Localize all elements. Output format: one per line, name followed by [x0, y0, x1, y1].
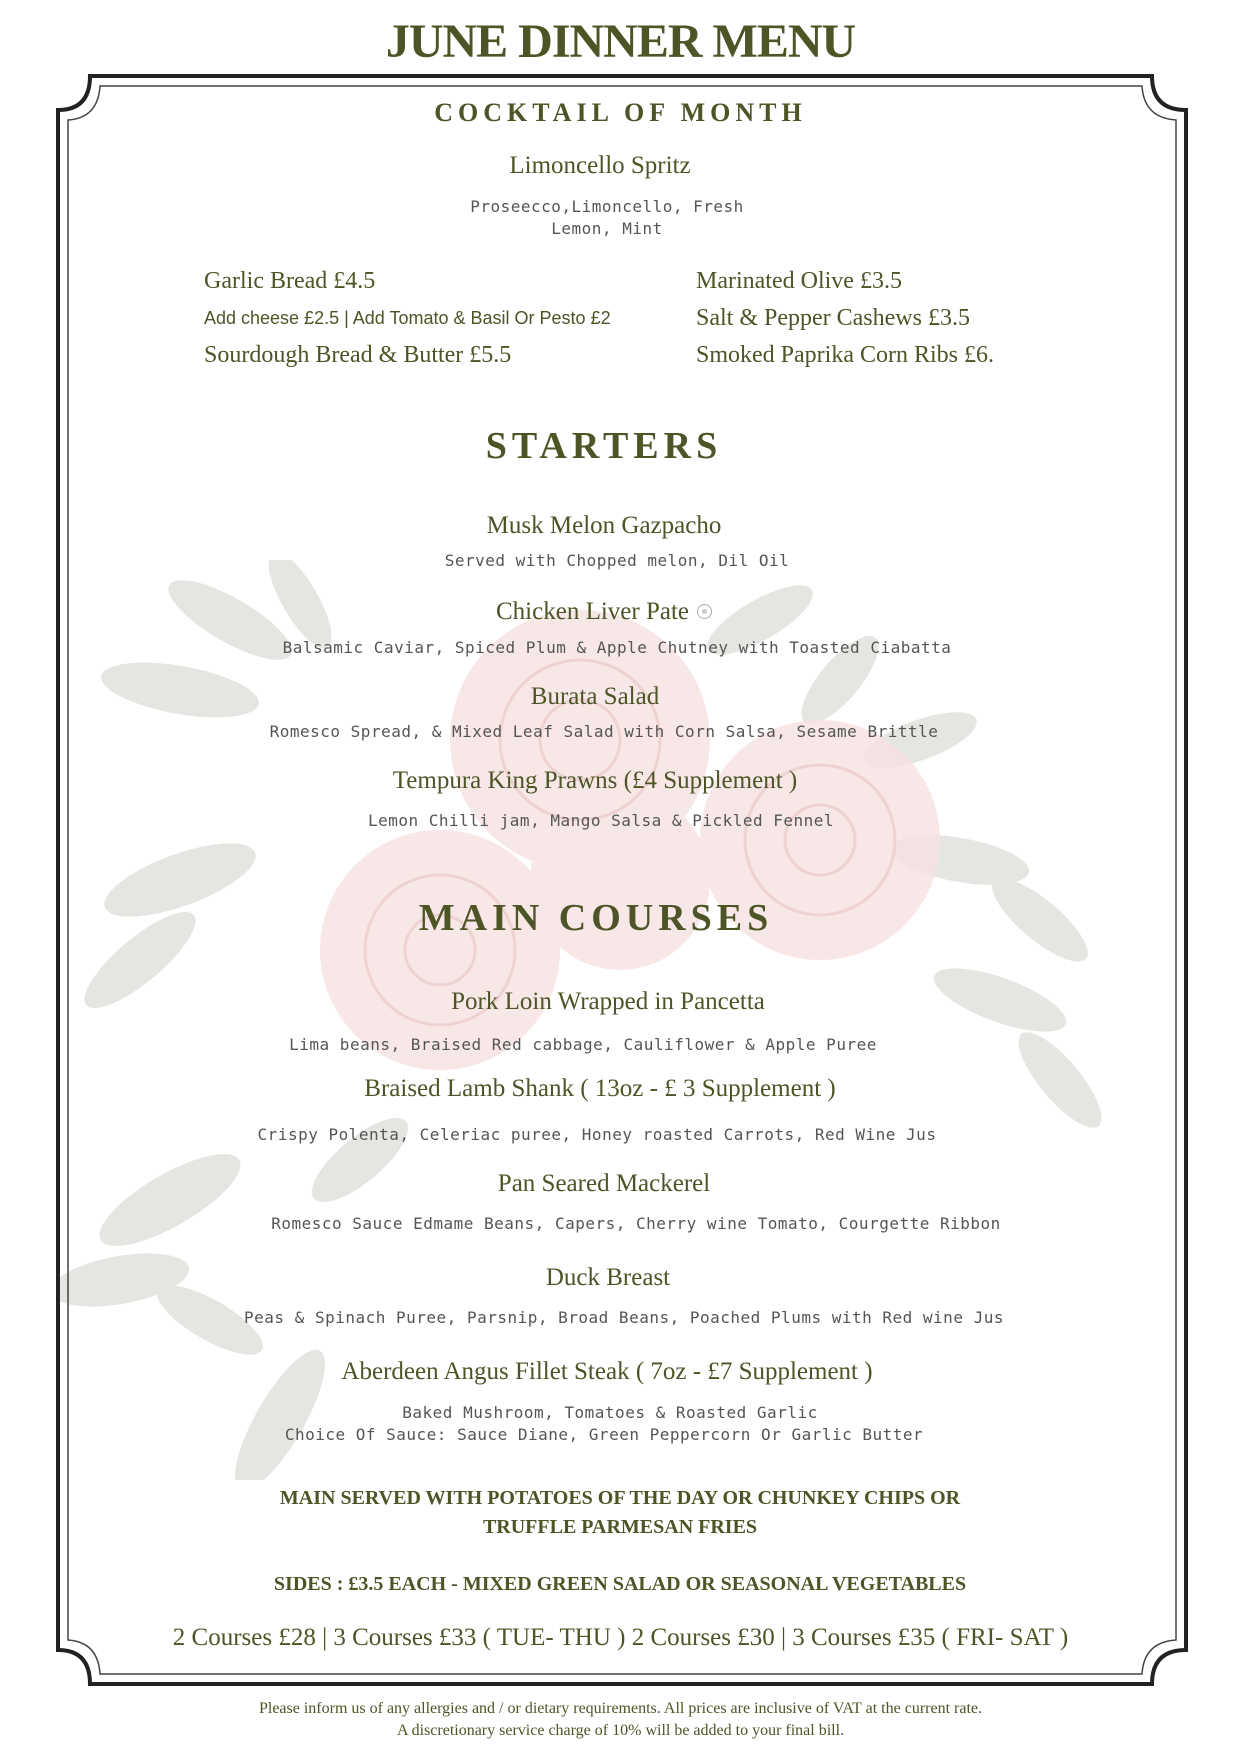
cocktail-desc-line2: Lemon, Mint [551, 219, 663, 238]
served-note-line2: TRUFFLE PARMESAN FRIES [482, 1516, 758, 1538]
served-note-line1: MAIN SERVED WITH POTATOES OF THE DAY OR CHUNKEY CHIPS OR [279, 1487, 961, 1509]
mains-heading: MAIN COURSES [418, 897, 774, 939]
starter-desc: Lemon Chilli jam, Mango Salsa & Pickled Fennel [367, 811, 835, 830]
starter-name: Burata Salad [530, 683, 660, 710]
main-name: Pan Seared Mackerel [497, 1170, 711, 1197]
main-desc: Crispy Polenta, Celeriac puree, Honey roasted Carrots, Red Wine Jus [257, 1125, 937, 1144]
course-prices: 2 Courses £28 | 3 Courses £33 ( TUE- THU ) 2 Courses £30 | 3 Courses £35 ( FRI- SAT ) [172, 1624, 1069, 1651]
main-desc: Lima beans, Braised Red cabbage, Cauliflower & Apple Puree [289, 1035, 877, 1054]
starter-name: Musk Melon Gazpacho [486, 512, 722, 539]
cocktail-heading: COCKTAIL OF MONTH [434, 98, 807, 127]
starter-name-pate [0, 598, 1208, 626]
sourdough-bread: Sourdough Bread & Butter £5.5 [204, 342, 512, 368]
main-desc: Peas & Spinach Puree, Parsnip, Broad Beans, Poached Plums with Red wine Jus [244, 1308, 1004, 1327]
starter-name: Tempura King Prawns (£4 Supplement ) [392, 767, 798, 794]
main-name: Pork Loin Wrapped in Pancetta [451, 988, 765, 1015]
main-desc: Romesco Sauce Edmame Beans, Capers, Cherry wine Tomato, Courgette Ribbon [271, 1214, 1001, 1233]
main-name: Duck Breast [545, 1264, 671, 1291]
starter-name: Chicken Liver Pate [496, 598, 689, 625]
marinated-olive: Marinated Olive £3.5 [696, 268, 902, 294]
main-name: Braised Lamb Shank ( 13oz - £ 3 Supplement ) [364, 1075, 836, 1102]
footer-service-charge: A discretionary service charge of 10% will be added to your final bill. [396, 1722, 845, 1739]
sides-note: SIDES : £3.5 EACH - MIXED GREEN SALAD OR SEASONAL VEGETABLES [273, 1573, 967, 1595]
main-name: Aberdeen Angus Fillet Steak ( 7oz - £7 Supplement ) [341, 1358, 873, 1385]
main-desc-sauce: Choice Of Sauce: Sauce Diane, Green Peppercorn Or Garlic Butter [284, 1425, 924, 1444]
main-desc: Baked Mushroom, Tomatoes & Roasted Garlic [402, 1403, 818, 1422]
garlic-bread-addons: Add cheese £2.5 | Add Tomato & Basil Or Pesto £2 [204, 308, 611, 328]
starter-desc: Balsamic Caviar, Spiced Plum & Apple Chutney with Toasted Ciabatta [282, 638, 952, 657]
salt-pepper-cashews: Salt & Pepper Cashews £3.5 [696, 305, 970, 331]
cocktail-desc-line1: Proseecco,Limoncello, Fresh [470, 197, 744, 216]
starters-heading: STARTERS [485, 425, 723, 467]
menu-title: JUNE DINNER MENU [385, 15, 856, 68]
starter-desc: Romesco Spread, & Mixed Leaf Salad with Corn Salsa, Sesame Brittle [269, 722, 939, 741]
footer-allergy-note: Please inform us of any allergies and / or dietary requirements. All prices are inclusive of VAT at the current rate. [258, 1700, 983, 1717]
small-circle-icon [697, 604, 712, 619]
starter-desc: Served with Chopped melon, Dil Oil [444, 551, 790, 570]
cocktail-name: Limoncello Spritz [509, 152, 691, 179]
smoked-paprika-corn-ribs: Smoked Paprika Corn Ribs £6. [696, 342, 994, 368]
garlic-bread: Garlic Bread £4.5 [204, 268, 376, 294]
